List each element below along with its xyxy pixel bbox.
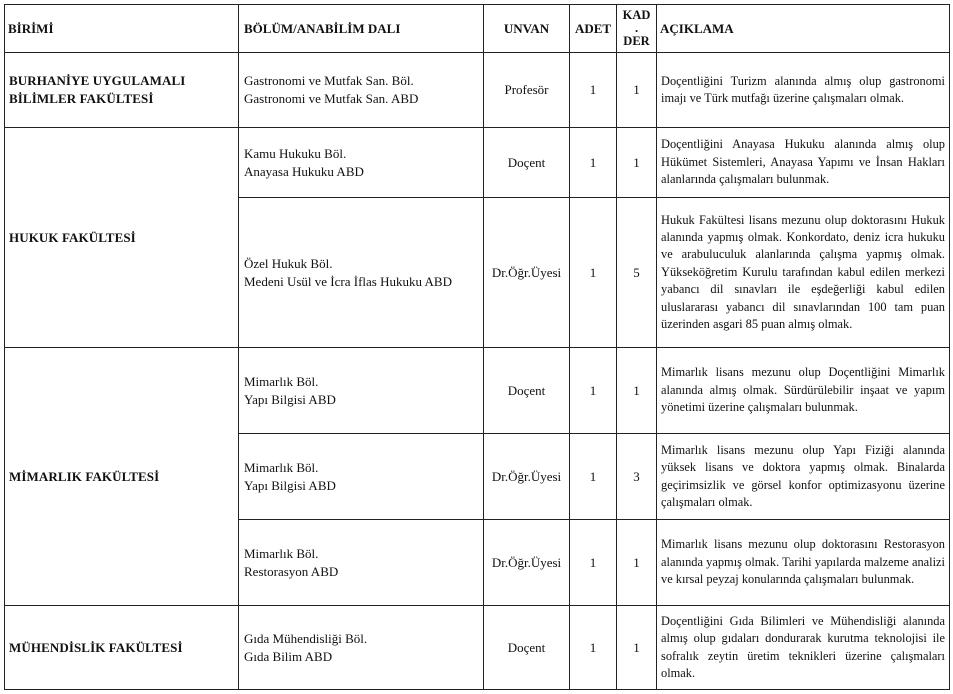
header-unvan: UNVAN [484,5,570,53]
count-cell: 1 [570,128,617,198]
description-cell: Hukuk Fakültesi lisans mezunu olup doktorasını Hukuk alanında yapmış olmak. Konkordato, deniz icra hukuku ve arabuluculuk alanlarında çalışma yapmış olmak. Yükseköğretim Kurulu tarafından kabul edilen merkezi yabancı dil sınavları ile eşdeğerliği kabul edilen uluslararası yabancı dil sınavlarından 100 tam puan üzerinden asgari 85 puan almış olmak. [657,198,950,348]
header-kad-line1: KAD [622,8,651,22]
division-name: Gıda Bilim ABD [244,648,333,664]
division-name: Yapı Bilgisi ABD [244,391,336,407]
unit-cell: MİMARLIK FAKÜLTESİ [5,348,239,606]
grade-cell: 5 [617,198,657,348]
department-cell [239,53,484,128]
title-cell: Profesör [484,53,570,128]
department-cell [239,198,484,348]
count-cell: 1 [570,53,617,128]
header-bolum: BÖLÜM/ANABİLİM DALI [239,5,484,53]
description-cell: Doçentliğini Anayasa Hukuku alanında almış olup Hükümet Sistemleri, Anayasa Yapımı ve İnsan Hakları alanlarında çalışmaları bulunmak. [657,128,950,198]
department-name: Mimarlık Böl. [244,459,319,475]
grade-cell: 1 [617,520,657,606]
division-name: Restorasyon ABD [244,563,339,579]
department-name: Gastronomi ve Mutfak San. Böl. [244,73,414,88]
header-birim: BİRİMİ [5,5,239,53]
title-cell: Dr.Öğr.Üyesi [484,520,570,606]
count-cell: 1 [570,520,617,606]
title-cell: Doçent [484,606,570,690]
department-cell [239,434,484,520]
department-cell [239,348,484,434]
header-adet: ADET [570,5,617,53]
unit-cell: BURHANİYE UYGULAMALI BİLİMLER FAKÜLTESİ [5,53,239,128]
department-cell [239,128,484,198]
division-name: Anayasa Hukuku ABD [244,163,364,179]
table-row [5,53,950,128]
table-row [5,128,950,198]
title-cell: Dr.Öğr.Üyesi [484,198,570,348]
title-cell: Doçent [484,348,570,434]
count-cell: 1 [570,434,617,520]
department-cell [239,606,484,690]
unit-cell: MÜHENDİSLİK FAKÜLTESİ [5,606,239,690]
department-name: Mimarlık Böl. [244,545,319,561]
department-cell [239,520,484,606]
grade-cell: 1 [617,53,657,128]
department-name: Gıda Mühendisliği Böl. [244,630,368,646]
department-name: Kamu Hukuku Böl. [244,145,347,161]
description-cell: Mimarlık lisans mezunu olup doktorasını Restorasyon alanında yapmış olmak. Tarihi yapılarda malzeme analizi ve kırsal peyzaj konularında çalışmaları bulunmak. [657,520,950,606]
count-cell: 1 [570,198,617,348]
grade-cell: 1 [617,128,657,198]
table-row [5,606,950,690]
header-aciklama: AÇIKLAMA [657,5,950,53]
table-row [5,348,950,434]
grade-cell: 1 [617,606,657,690]
grade-cell: 1 [617,348,657,434]
division-name: Gastronomi ve Mutfak San. ABD [244,91,419,106]
header-row [5,5,950,53]
count-cell: 1 [570,348,617,434]
description-cell: Mimarlık lisans mezunu olup Doçentliğini Mimarlık alanında almış olmak. Sürdürülebilir inşaat ve yapım yönetimi üzerine çalışmaları bulunmak. [657,348,950,434]
division-name: Yapı Bilgisi ABD [244,477,336,493]
unit-cell: HUKUK FAKÜLTESİ [5,128,239,348]
title-cell: Dr.Öğr.Üyesi [484,434,570,520]
department-name: Özel Hukuk Böl. [244,255,333,271]
count-cell: 1 [570,606,617,690]
division-name: Medeni Usül ve İcra İflas Hukuku ABD [244,273,452,289]
header-kad-line2: . [634,21,639,35]
description-cell: Doçentliğini Gıda Bilimleri ve Mühendisliği alanında almış olup gıdaları dondurarak kurutma teknolojisi ile sofralık zeytin üretim teknikleri üzerine çalışmaları olmak. [657,606,950,690]
positions-table [4,4,950,690]
description-cell: Mimarlık lisans mezunu olup Yapı Fiziği alanında yüksek lisans ve doktora yapmış olmak. Binalarda geçirimsizlik ve görsel konfor optimizasyonu üzerine çalışmaları olmak. [657,434,950,520]
description-cell: Doçentliğini Turizm alanında almış olup gastronomi imajı ve Türk mutfağı üzerine çalışmaları olmak. [657,53,950,128]
grade-cell: 3 [617,434,657,520]
department-name: Mimarlık Böl. [244,373,319,389]
header-kad-line3: DER [623,34,650,48]
title-cell: Doçent [484,128,570,198]
header-kadro-derecesi [617,5,657,53]
